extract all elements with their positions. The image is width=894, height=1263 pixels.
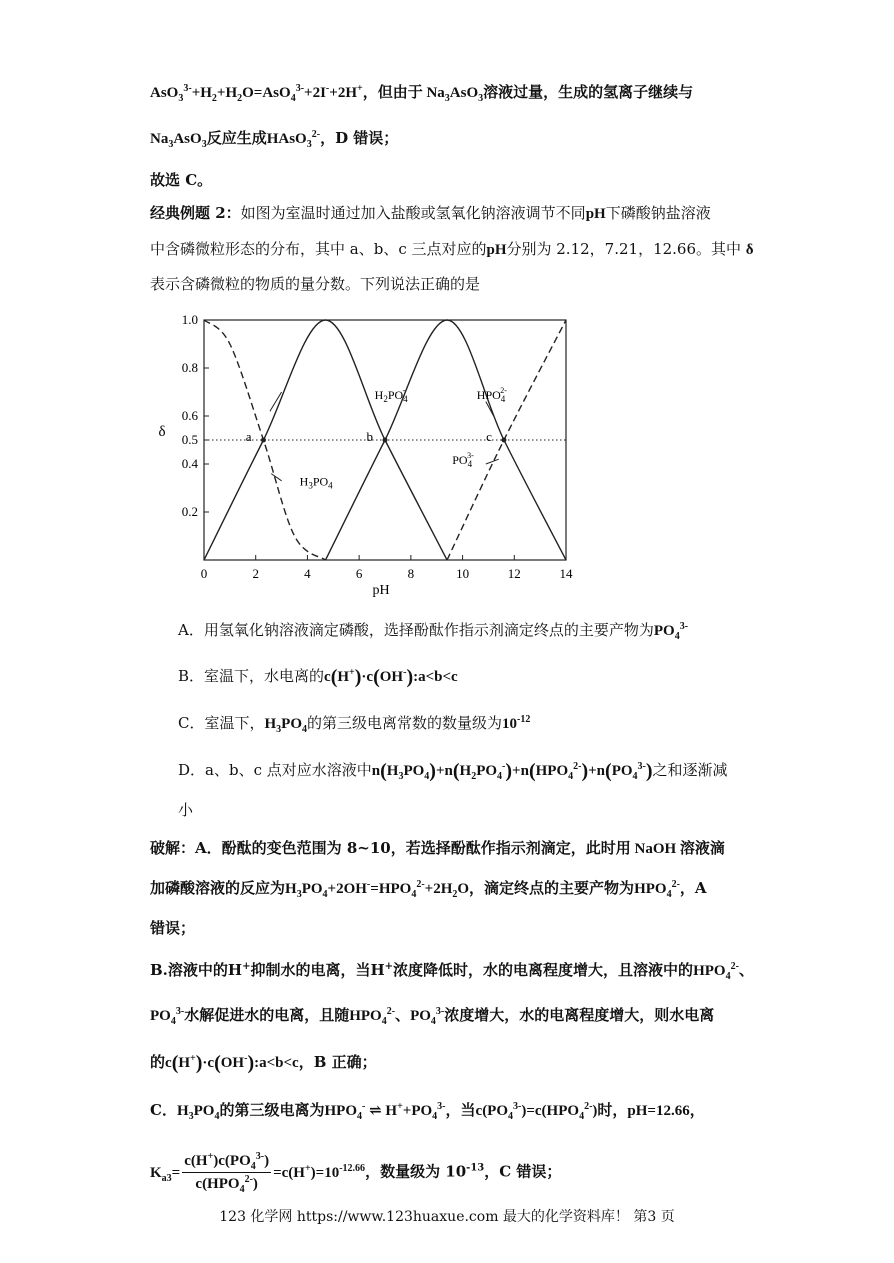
leader-line xyxy=(486,459,499,464)
point-b xyxy=(383,438,388,443)
x-tick-label: 12 xyxy=(507,566,521,581)
series-label-h2po4: $H_2PO_4-$ xyxy=(374,386,408,405)
point-c xyxy=(501,438,506,443)
solution-line-5: $PO_4^{3-}$水解促进水的电离，且随$HPO_4^{2-}$、$PO_4^{3-}$浓度增大，水的电离程度增大，则水电离 xyxy=(150,1006,715,1027)
text-line-2: $Na_3AsO_3$反应生成HAsO$_3^{2-}$，D 错误； xyxy=(150,129,399,150)
y-tick-label: 0.2 xyxy=(181,504,198,519)
solution-line-2: 加磷酸溶液的反应为$H_3PO_4+2OH^-=HPO_4^{2-}+2H_2O$，滴定终点的主要产物为$HPO_4^{2-}$，A xyxy=(150,879,707,900)
option-d-cont: 小 xyxy=(178,801,194,819)
solution-line-4: B.溶液中的H+抑制水的电离，当H+浓度降低时，水的电离程度增大，且溶液中的$HPO_4^{2-}$、 xyxy=(150,961,754,982)
x-tick-label: 10 xyxy=(456,566,470,581)
page-footer: 123 化学网 https://www.123huaxue.com 最大的化学资料库！ 第3 页 xyxy=(219,1209,675,1225)
point-label-c: c xyxy=(486,429,492,444)
curve-hpo42 xyxy=(326,320,566,560)
x-tick-label: 4 xyxy=(304,566,311,581)
option-c: C．室温下，$H_3PO_4$的第三级电离常数的数量级为$10^{-12}$ xyxy=(178,714,531,735)
series-label-hpo42: $HPO_42-$ xyxy=(476,386,507,405)
chart-labels xyxy=(246,386,508,490)
x-tick-label: 8 xyxy=(407,566,415,581)
solution-line-6: 的c(H+)·c(OH-):a<b<c，B 正确； xyxy=(150,1052,377,1074)
x-tick-label: 0 xyxy=(200,566,208,581)
x-tick-label: 14 xyxy=(559,566,573,581)
text-line-1: $AsO_3^{3-}+H_2+H_2O=AsO_4^{3-}+2I^-+2H^+$，但由于 $Na_3AsO_3$溶液过量，生成的氢离子继续与 xyxy=(150,83,694,104)
x-axis-label: pH xyxy=(372,583,390,597)
point-label-a: a xyxy=(245,429,252,444)
example-intro-2: 中含磷微粒形态的分布，其中 a、b、c 三点对应的pH分别为 2.12，7.21，12.66。其中 δ xyxy=(150,240,754,258)
example-intro-1: 经典例题 2：如图为室温时通过加入盐酸或氢氧化钠溶液调节不同pH下磷酸钠盐溶液 xyxy=(150,204,711,222)
y-tick-label: 0.4 xyxy=(181,456,198,471)
option-b: B．室温下，水电离的c(H+)·c(OH-):a<b<c xyxy=(178,666,458,688)
solution-line-7: C．$H_3PO_4$的第三级电离为$HPO_4^-$ ⇌ $H^++PO_4^{3-}$，当$c(PO_4^{3-})=c(HPO_4^{2-})$时，pH=12.66， xyxy=(150,1101,705,1122)
point-a xyxy=(261,438,266,443)
leader-line xyxy=(271,474,281,481)
y-tick-label: 1.0 xyxy=(181,312,198,327)
y-axis-label: δ xyxy=(158,424,166,440)
series-label-h3po4: $H_3PO_4$ xyxy=(299,474,333,491)
y-tick-label: 0.5 xyxy=(181,432,198,447)
solution-line-8: $K_{a3}=$ $\frac{c(H^+)c(PO_4^{3-})}{c(HPO_4^{2-})}$ $=c(H^+)=10^{-12.66}$，数量级为 $10^{-13}$，C 错误； xyxy=(150,1151,562,1195)
series-label-po43: $PO_43-$ xyxy=(452,451,474,469)
option-d: D．a、b、c 点对应水溶液中$n(H_3PO_4)+n(H_2PO_4^-)+n(HPO_4^{2-})+n(PO_4^{3-})$之和逐渐减 xyxy=(178,760,728,782)
x-tick-label: 2 xyxy=(252,566,259,581)
answer-line: 故选 C。 xyxy=(150,171,213,189)
option-a: A．用氢氧化钠溶液滴定磷酸，选择酚酞作指示剂滴定终点的主要产物为$PO_4^{3-}$ xyxy=(178,621,689,642)
y-tick-label: 0.8 xyxy=(181,360,198,375)
y-tick-label: 0.6 xyxy=(181,408,198,423)
solution-line-3: 错误； xyxy=(150,919,196,937)
solution-line-1: 破解：A．酚酞的变色范围为 8~10，若选择酚酞作指示剂滴定，此时用 NaOH 溶液滴 xyxy=(150,839,725,857)
example-intro-3: 表示含磷微粒的物质的量分数。下列说法正确的是 xyxy=(150,275,481,293)
point-label-b: b xyxy=(366,429,373,444)
x-tick-label: 6 xyxy=(355,566,363,581)
phosphate-distribution-chart xyxy=(150,302,590,597)
